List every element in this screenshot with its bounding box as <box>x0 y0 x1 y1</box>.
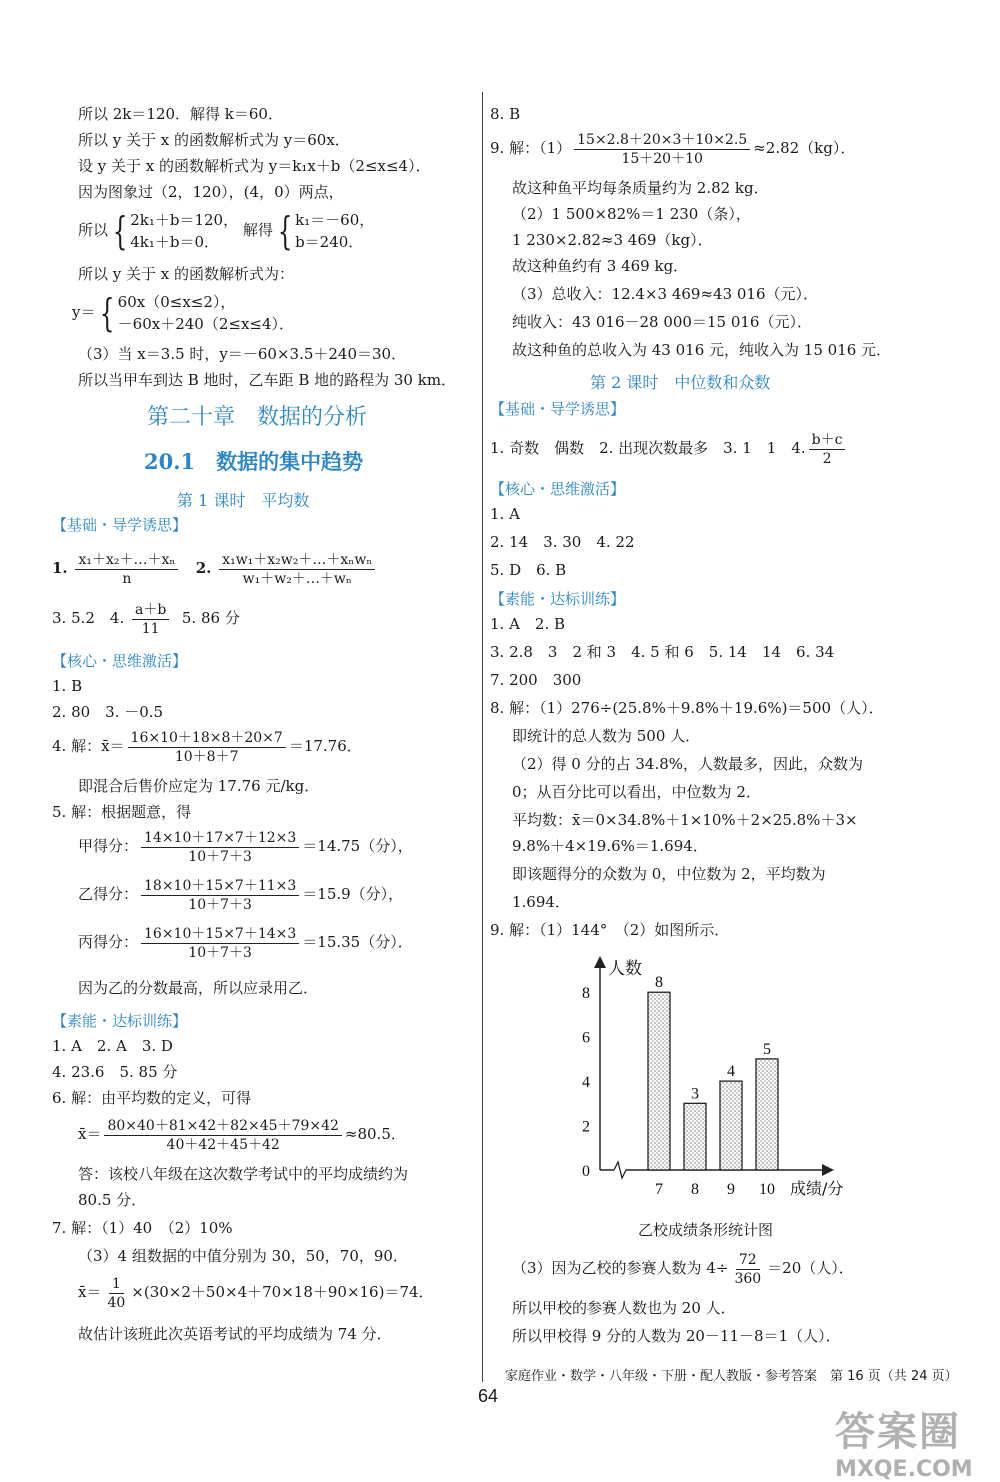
section-title: 20.1 数据的集中趋势 <box>144 449 364 474</box>
text-line: 即该题得分的众数为 0，中位数为 2，平均数为 <box>512 865 826 883</box>
lesson-title: 第 1 课时 平均数 <box>177 491 310 510</box>
bar-chart <box>550 950 870 1210</box>
answer-line <box>78 922 413 962</box>
numerator: 15×2.8＋20×3＋10×2.5 <box>574 131 750 150</box>
answer-line <box>52 726 362 766</box>
text: ×(30×2＋50×4＋70×18＋90×16)＝74． <box>131 1283 434 1301</box>
fraction <box>104 1117 341 1154</box>
brace: { <box>100 291 115 335</box>
footer-text: 家庭作业・数学・八年级・下册・配人教版・参考答案 第 16 页（共 24 页） <box>505 1369 958 1384</box>
numerator: x₁w₁＋x₂w₂＋…＋xₙwₙ <box>219 551 375 570</box>
answer-line: 2. 14 3. 30 4. 22 <box>490 533 635 551</box>
denominator: n <box>122 570 132 587</box>
answer-line: 5. D 6. B <box>490 561 567 579</box>
text: 所以 <box>78 221 109 239</box>
answer-line: 9. 解：（1）144° （2）如图所示． <box>490 921 730 939</box>
text: 甲得分： <box>78 837 139 855</box>
eq: 2k₁＋b＝120， <box>130 211 239 229</box>
text: 9. 解：（1） <box>490 139 572 157</box>
numerator: 18×10＋15×7＋11×3 <box>141 877 299 896</box>
text-line: 80.5 分． <box>78 1191 147 1209</box>
text-line: （2）得 0 分的占 34.8%，人数最多，因此，众数为 <box>512 755 864 773</box>
denominator: 10＋7＋3 <box>188 896 252 913</box>
bar-value-label: 8 <box>655 974 663 992</box>
answer-line <box>52 598 240 638</box>
watermark-text: 答案圈 <box>835 1409 961 1455</box>
eq: 60x（0≤x≤2）， <box>117 293 236 311</box>
answer-line <box>52 548 378 588</box>
denominator: 10＋8＋7 <box>174 748 239 765</box>
answer-line <box>78 1114 406 1154</box>
text-line: （3）当 x＝3.5 时，y＝－60×3.5＋240＝30． <box>78 345 407 363</box>
denominator: 15＋20＋10 <box>621 150 703 167</box>
text: ＝20（人）． <box>767 1259 854 1277</box>
text-line: 纯收入：43 016－28 000＝15 016（元）． <box>512 313 812 331</box>
y-tick-label: 2 <box>582 1118 590 1136</box>
system <box>130 209 238 253</box>
text: 解得 <box>242 221 273 239</box>
chart-title: 乙校成绩条形统计图 <box>638 1221 774 1239</box>
text-line: 1.694． <box>512 893 570 911</box>
text: ＝15.9（分）， <box>302 885 404 903</box>
fraction <box>141 925 299 962</box>
fraction <box>128 729 286 766</box>
bar-value-label: 5 <box>763 1040 771 1058</box>
text-line: 0；从百分比可以看出，中位数为 2． <box>512 783 761 801</box>
eq: b＝240． <box>295 233 364 251</box>
text: ≈2.82（kg）． <box>753 139 856 157</box>
answer-line <box>512 1248 854 1288</box>
denominator: 10＋7＋3 <box>188 848 252 865</box>
text-line: 答：该校八年级在这次数学考试中的平均成绩约为 <box>78 1165 409 1183</box>
section-tag: 【基础・导学诱思】 <box>490 400 626 418</box>
text: 丙得分： <box>78 933 139 951</box>
text-line: 1 230×2.82≈3 469（kg）． <box>512 231 713 249</box>
bar <box>756 1059 778 1170</box>
text: ＝14.75（分）， <box>302 837 413 855</box>
y-tick-label: 0 <box>582 1163 590 1180</box>
y-axis-label: 人数 <box>608 959 642 979</box>
y-tick-label: 8 <box>582 985 590 1003</box>
denominator: 40＋42＋45＋42 <box>166 1136 280 1153</box>
answer-line: 1. A <box>490 505 520 523</box>
numerator: a＋b <box>132 601 169 620</box>
denominator: w₁＋w₂＋…＋wₙ <box>242 570 352 587</box>
x-tick-label: 10 <box>759 1181 775 1198</box>
x-tick-label: 9 <box>727 1181 735 1198</box>
answer-line: 6. 解：由平均数的定义，可得 <box>52 1089 252 1107</box>
denominator: 360 <box>734 1270 762 1287</box>
bar-value-label: 4 <box>727 1063 735 1081</box>
text-line: 所以甲校的参赛人数也为 20 人． <box>512 1299 736 1317</box>
bar <box>720 1081 742 1170</box>
numerator: 72 <box>736 1251 760 1270</box>
y-tick-label: 4 <box>582 1074 590 1092</box>
lesson-title: 第 2 课时 中位数和众数 <box>590 373 771 392</box>
text: （3）因为乙校的参赛人数为 4÷ <box>512 1259 729 1277</box>
eq: －60x＋240（2≤x≤4）． <box>117 315 295 333</box>
text: ＝17.76． <box>288 737 362 755</box>
text-line: 所以 y 关于 x 的函数解析式为： <box>78 265 295 283</box>
column-divider <box>482 92 483 1382</box>
text-line: （3）总收入：12.4×3 469≈43 016（元）． <box>512 285 819 303</box>
denominator: 10＋7＋3 <box>188 944 252 961</box>
bar <box>684 1103 706 1170</box>
answer-line: 1. A 2. A 3. D <box>52 1037 173 1055</box>
answer-line <box>490 128 855 168</box>
page-number: 64 <box>478 1386 499 1406</box>
answer-line: 2. 80 3. －0.5 <box>52 703 164 721</box>
fraction <box>809 431 846 468</box>
text-line: 平均数：x̄＝0×34.8%＋1×10%＋2×25.8%＋3× <box>512 811 858 829</box>
text-line: 所以 2k＝120．解得 k＝60． <box>78 105 283 123</box>
section-tag: 【基础・导学诱思】 <box>52 516 188 534</box>
text-line: 故这种鱼平均每条质量约为 2.82 kg． <box>512 179 769 197</box>
text: x̄＝ <box>78 1125 102 1143</box>
text-line: 因为乙的分数最高，所以应录用乙． <box>78 979 319 997</box>
text: 5. 86 分 <box>181 609 240 627</box>
text-line: （3）4 组数据的中值分别为 30，50，70，90． <box>78 1247 408 1265</box>
text-line: 9.8%＋4×19.6%＝1.694． <box>512 837 708 855</box>
equation-system <box>78 208 374 253</box>
section-tag: 【素能・达标训练】 <box>490 590 626 608</box>
text-line: 故估计该班此次英语考试的平均成绩为 74 分． <box>78 1325 392 1343</box>
answer-line: 3. 2.8 3 2 和 3 4. 5 和 6 5. 14 14 6. 34 <box>490 643 835 661</box>
text-line: 即统计的总人数为 500 人． <box>512 727 701 745</box>
answer-line: 4. 23.6 5. 85 分 <box>52 1063 178 1081</box>
axis-break <box>614 1162 626 1178</box>
section-tag: 【核心・思维激活】 <box>490 480 626 498</box>
eq: k₁＝－60， <box>295 211 375 229</box>
text-line: 所以当甲车到达 B 地时，乙车距 B 地的路程为 30 km． <box>78 371 457 389</box>
fraction <box>574 131 750 168</box>
section-tag: 【素能・达标训练】 <box>52 1012 188 1030</box>
numerator: x₁＋x₂＋…＋xₙ <box>75 551 178 570</box>
fraction <box>132 601 169 638</box>
answer-line: 1. A 2. B <box>490 615 566 633</box>
system <box>118 291 294 335</box>
numerator: 14×10＋17×7＋12×3 <box>141 829 299 848</box>
eq: 4k₁＋b＝0． <box>130 233 219 251</box>
fraction <box>104 1275 128 1312</box>
answer-line: 7. 200 300 <box>490 671 582 689</box>
text: 1. 奇数 偶数 2. 出现次数最多 3. 1 1 4. <box>490 439 806 457</box>
section-tag: 【核心・思维激活】 <box>52 652 188 670</box>
answer-line: 1. B <box>52 677 83 695</box>
text: x̄＝ <box>78 1283 102 1301</box>
watermark-url: MXQE.COM <box>835 1457 973 1482</box>
text-line: 故这种鱼约有 3 469 kg． <box>512 257 689 275</box>
text: y＝ <box>72 303 96 321</box>
answer-line <box>78 826 413 866</box>
fraction <box>141 829 299 866</box>
bar <box>648 992 670 1170</box>
system <box>295 209 374 253</box>
brace: { <box>112 209 128 253</box>
denominator: 40 <box>107 1294 126 1311</box>
numerator: 16×10＋18×8＋20×7 <box>128 729 286 748</box>
text-line: 设 y 关于 x 的函数解析式为 y＝k₁x＋b（2≤x≤4）． <box>78 157 431 175</box>
text-line: 因为图象过（2，120），(4，0）两点， <box>78 183 344 201</box>
answer-line: 5. 解：根据题意，得 <box>52 803 192 821</box>
text-line: 故这种鱼的总收入为 43 016 元，纯收入为 15 016 元． <box>512 341 892 359</box>
piecewise <box>72 290 294 335</box>
numerator: b＋c <box>809 431 846 450</box>
answer-line <box>78 874 403 914</box>
text: 4. 解：x̄＝ <box>52 737 125 755</box>
text: ≈80.5． <box>344 1125 406 1143</box>
text-line: （2）1 500×82%＝1 230（条）， <box>512 205 751 223</box>
answer-line: 7. 解：（1）40 （2）10% <box>52 1219 233 1237</box>
text-line: 所以 y 关于 x 的函数解析式为 y＝60x． <box>78 131 350 149</box>
answer-line <box>490 428 848 468</box>
numerator: 1 <box>109 1275 124 1294</box>
bar-value-label: 3 <box>691 1085 699 1103</box>
text: 3. 5.2 4. <box>52 609 125 627</box>
text: ＝15.35（分）． <box>302 933 413 951</box>
denominator: 2 <box>822 450 832 467</box>
text-line: 所以甲校得 9 分的人数为 20－11－8＝1（人）． <box>512 1327 841 1345</box>
x-tick-label: 8 <box>691 1181 699 1198</box>
fraction <box>75 551 178 588</box>
brace: { <box>277 209 293 253</box>
watermark-logo <box>835 1400 973 1482</box>
text-line: 即混合后售价应定为 17.76 元/kg． <box>78 777 320 795</box>
numerator: 80×40＋81×42＋82×45＋79×42 <box>104 1117 341 1136</box>
q-number: 1. <box>52 559 68 577</box>
fraction <box>731 1251 764 1288</box>
numerator: 16×10＋15×7＋14×3 <box>141 925 299 944</box>
x-tick-label: 7 <box>655 1181 663 1198</box>
answer-line: 8. B <box>490 105 521 123</box>
answer-line <box>78 1272 434 1312</box>
q-number: 2. <box>195 559 212 577</box>
answer-line: 8. 解：（1）276÷(25.8%＋9.8%＋19.6%)＝500（人）． <box>490 699 884 717</box>
denominator: 11 <box>141 620 160 637</box>
x-axis-label: 成绩/分 <box>790 1179 844 1198</box>
fraction <box>141 877 299 914</box>
fraction <box>219 551 375 588</box>
y-tick-label: 6 <box>582 1029 590 1047</box>
chapter-title: 第二十章 数据的分析 <box>147 405 368 430</box>
text: 乙得分： <box>78 885 139 903</box>
